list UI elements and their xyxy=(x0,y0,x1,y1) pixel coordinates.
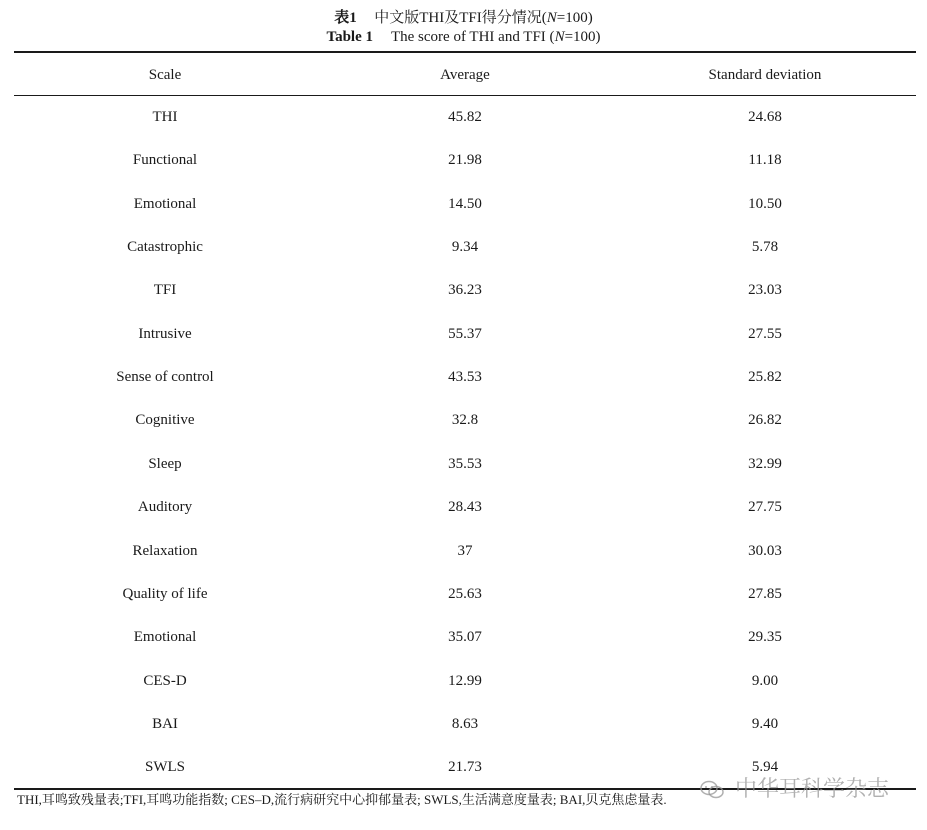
cell-average: 43.53 xyxy=(448,369,482,386)
caption-cn-text-pre: 中文版THI及TFI得分情况( xyxy=(374,10,547,26)
caption-cn-n: N xyxy=(546,10,557,26)
cell-standard-deviation: 26.82 xyxy=(748,412,782,429)
caption-en-label: Table 1 xyxy=(326,29,373,45)
table-row xyxy=(14,626,916,648)
cell-standard-deviation: 32.99 xyxy=(748,455,782,472)
watermark-text: 中华耳科学杂志 xyxy=(735,777,890,802)
cell-scale: Sense of control xyxy=(116,369,214,386)
cell-standard-deviation: 29.35 xyxy=(748,629,782,646)
cell-standard-deviation: 25.82 xyxy=(748,369,782,386)
cell-standard-deviation: 23.03 xyxy=(748,282,782,299)
caption-cn-label: 表1 xyxy=(334,10,357,26)
table-row xyxy=(14,409,916,431)
table-row xyxy=(14,713,916,735)
cell-scale: BAI xyxy=(152,715,178,732)
table-row xyxy=(14,279,916,301)
cell-standard-deviation: 10.50 xyxy=(748,195,782,212)
cell-standard-deviation: 5.94 xyxy=(751,759,779,776)
table-top-rule xyxy=(14,51,916,53)
caption-en-text-pre: The score of THI and TFI ( xyxy=(390,29,555,45)
cell-standard-deviation: 24.68 xyxy=(748,109,782,125)
cell-average: 8.63 xyxy=(451,715,479,732)
cell-average: 35.53 xyxy=(448,455,482,472)
header-average: Average xyxy=(440,67,490,83)
wechat-icon xyxy=(700,780,724,800)
table-caption-en xyxy=(0,29,927,46)
cell-scale: SWLS xyxy=(144,759,185,776)
cell-average: 55.37 xyxy=(448,325,482,342)
cell-scale: CES-D xyxy=(143,672,187,689)
cell-scale: Relaxation xyxy=(132,542,198,559)
cell-standard-deviation: 9.40 xyxy=(751,715,779,732)
cell-standard-deviation: 27.55 xyxy=(748,325,782,342)
cell-scale: Functional xyxy=(132,152,198,169)
table-row xyxy=(14,540,916,562)
cell-average: 21.73 xyxy=(448,759,482,776)
cell-scale: Cognitive xyxy=(135,412,195,429)
cell-scale: Emotional xyxy=(133,195,197,212)
cell-scale: THI xyxy=(152,109,178,125)
table-header-rule xyxy=(14,95,916,96)
caption-en-text-post: =100) xyxy=(564,29,601,45)
table-row xyxy=(14,366,916,388)
cell-standard-deviation: 5.78 xyxy=(751,239,779,256)
cell-average: 9.34 xyxy=(451,239,479,256)
header-standard-deviation: Standard deviation xyxy=(708,67,822,83)
table-footnote: THI,耳鸣致残量表;TFI,耳鸣功能指数; CES–D,流行病研究中心抑郁量表; SWLS,生活满意度量表; BAI,贝克焦虑量表. xyxy=(17,792,667,807)
table-row xyxy=(14,149,916,171)
table-caption-cn xyxy=(0,6,927,27)
table-row xyxy=(14,583,916,605)
caption-cn-text-post: =100) xyxy=(556,10,593,26)
cell-average: 32.8 xyxy=(451,412,479,429)
cell-average: 25.63 xyxy=(448,585,482,602)
cell-average: 28.43 xyxy=(448,499,482,516)
cell-average: 45.82 xyxy=(448,109,482,125)
cell-average: 14.50 xyxy=(448,195,482,212)
cell-scale: Auditory xyxy=(137,499,193,516)
cell-scale: Catastrophic xyxy=(127,239,203,256)
caption-en-n: N xyxy=(554,29,565,45)
cell-scale: Emotional xyxy=(133,629,197,646)
cell-scale: TFI xyxy=(153,282,177,299)
table-row xyxy=(14,193,916,215)
cell-standard-deviation: 11.18 xyxy=(748,152,782,169)
cell-standard-deviation: 27.75 xyxy=(748,499,782,516)
cell-average: 21.98 xyxy=(448,152,482,169)
cell-average: 37 xyxy=(457,542,473,559)
cell-average: 35.07 xyxy=(448,629,482,646)
cell-average: 36.23 xyxy=(448,282,482,299)
cell-standard-deviation: 27.85 xyxy=(748,585,782,602)
table-row xyxy=(14,496,916,518)
cell-standard-deviation: 9.00 xyxy=(751,672,779,689)
cell-scale: Quality of life xyxy=(122,585,208,602)
cell-scale: Sleep xyxy=(148,455,182,472)
table-row xyxy=(14,670,916,692)
header-scale: Scale xyxy=(148,67,182,83)
watermark xyxy=(700,772,889,803)
cell-scale: Intrusive xyxy=(138,325,192,342)
table-row xyxy=(14,323,916,345)
table-header-row xyxy=(14,64,916,86)
cell-average: 12.99 xyxy=(448,672,482,689)
table-row xyxy=(14,236,916,258)
cell-standard-deviation: 30.03 xyxy=(748,542,782,559)
table-row xyxy=(14,106,916,128)
table-row xyxy=(14,453,916,475)
